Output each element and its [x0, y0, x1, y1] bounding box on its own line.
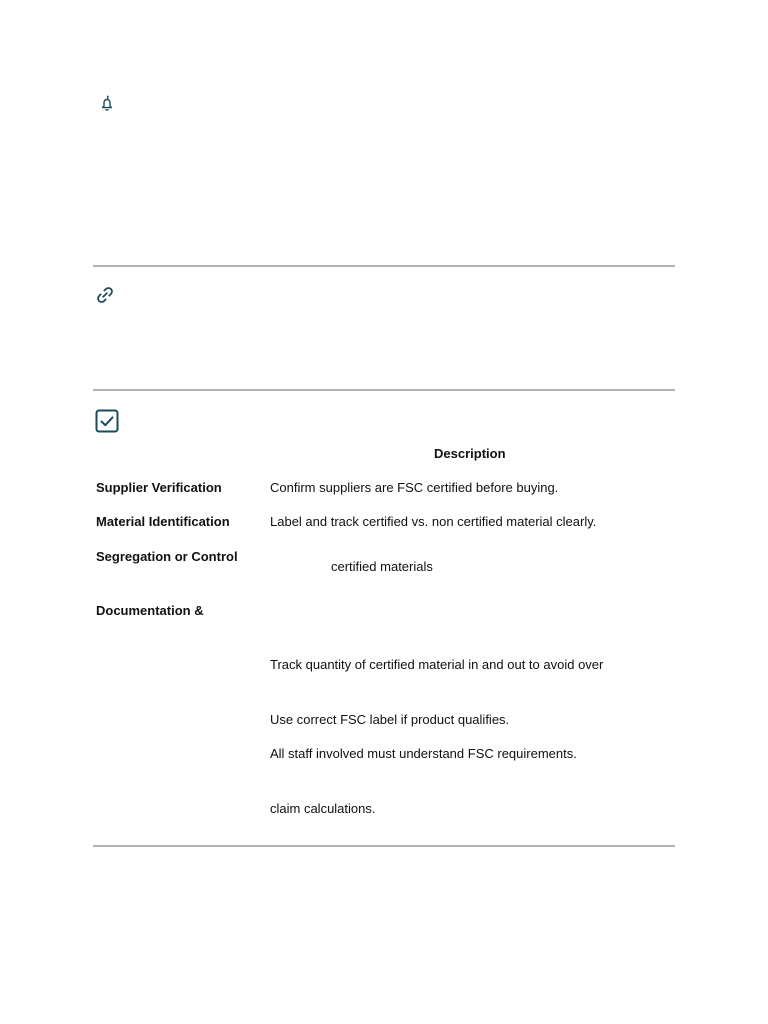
- description-column-header: Description: [434, 446, 506, 461]
- checkbox-icon: [95, 409, 119, 433]
- row-label-segregation-control: Segregation or Control: [96, 549, 238, 564]
- row-description-segregation-control: certified materials: [331, 559, 433, 574]
- row-label-documentation: Documentation &: [96, 603, 204, 618]
- row-label-supplier-verification: Supplier Verification: [96, 480, 222, 495]
- row-description-labeling: Use correct FSC label if product qualifies.: [270, 712, 510, 727]
- row-description-material-identification: Label and track certified vs. non certified material clearly.: [270, 514, 597, 529]
- row-description-staff-training: All staff involved must understand FSC requirements.: [270, 746, 577, 761]
- row-description-claim-calculations: claim calculations.: [270, 801, 376, 816]
- link-icon: [95, 285, 115, 305]
- section-divider-3: [93, 845, 675, 847]
- section-divider-2: [93, 389, 675, 391]
- row-description-supplier-verification: Confirm suppliers are FSC certified before buying.: [270, 480, 559, 495]
- bell-icon: [98, 94, 116, 112]
- section-divider-1: [93, 265, 675, 267]
- row-description-volume-tracking: Track quantity of certified material in and out to avoid over: [270, 657, 604, 672]
- row-label-material-identification: Material Identification: [96, 514, 230, 529]
